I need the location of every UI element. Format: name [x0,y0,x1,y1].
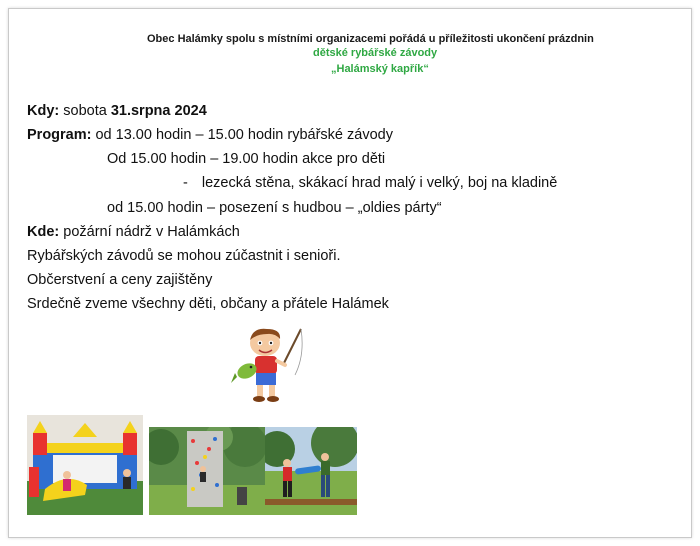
where-value: požární nádrž v Halámkách [59,224,240,240]
program-label: Program: [27,127,92,143]
program-line-3 [183,171,557,195]
fishing-boy-illustration [231,325,303,405]
when-date: 31.srpna 2024 [110,103,207,119]
program-activities: lezecká stěna, skákací hrad malý i velký, boj na kladině [201,175,558,191]
organizer-line: Obec Halámky spolu s místními organizacemi pořádá u příležitosti ukončení prázdnin [147,33,594,45]
when-label: Kdy: [27,103,60,119]
program-line-2: Od 15.00 hodin – 19.00 hodin akce pro děti [107,151,386,167]
bouncy-castle-photo [27,415,143,515]
program-line-4: od 15.00 hodin – posezení s hudbou – „oldies párty“ [107,200,442,216]
program-fishing: od 13.00 hodin – 15.00 hodin rybářské závody [91,127,393,143]
where-label: Kde: [27,224,60,240]
document-page [8,8,692,538]
seniors-line: Rybářských závodů se mohou zúčastnit i senioři. [27,248,341,264]
event-type-line: dětské rybářské závody [313,47,438,59]
invitation-line: Srdečně zveme všechny děti, občany a přátele Halámek [27,296,389,312]
balance-beam-fight-photo [265,427,357,515]
when-line [27,99,207,123]
refreshments-line: Občerstvení a ceny zajištěny [27,272,213,288]
event-name-line: „Halámský kapřík“ [331,63,429,75]
bullet-dash: - [183,175,188,191]
where-line [27,220,240,244]
program-line-1 [27,123,393,147]
when-prefix: sobota [59,103,111,119]
climbing-wall-photo [149,427,265,515]
